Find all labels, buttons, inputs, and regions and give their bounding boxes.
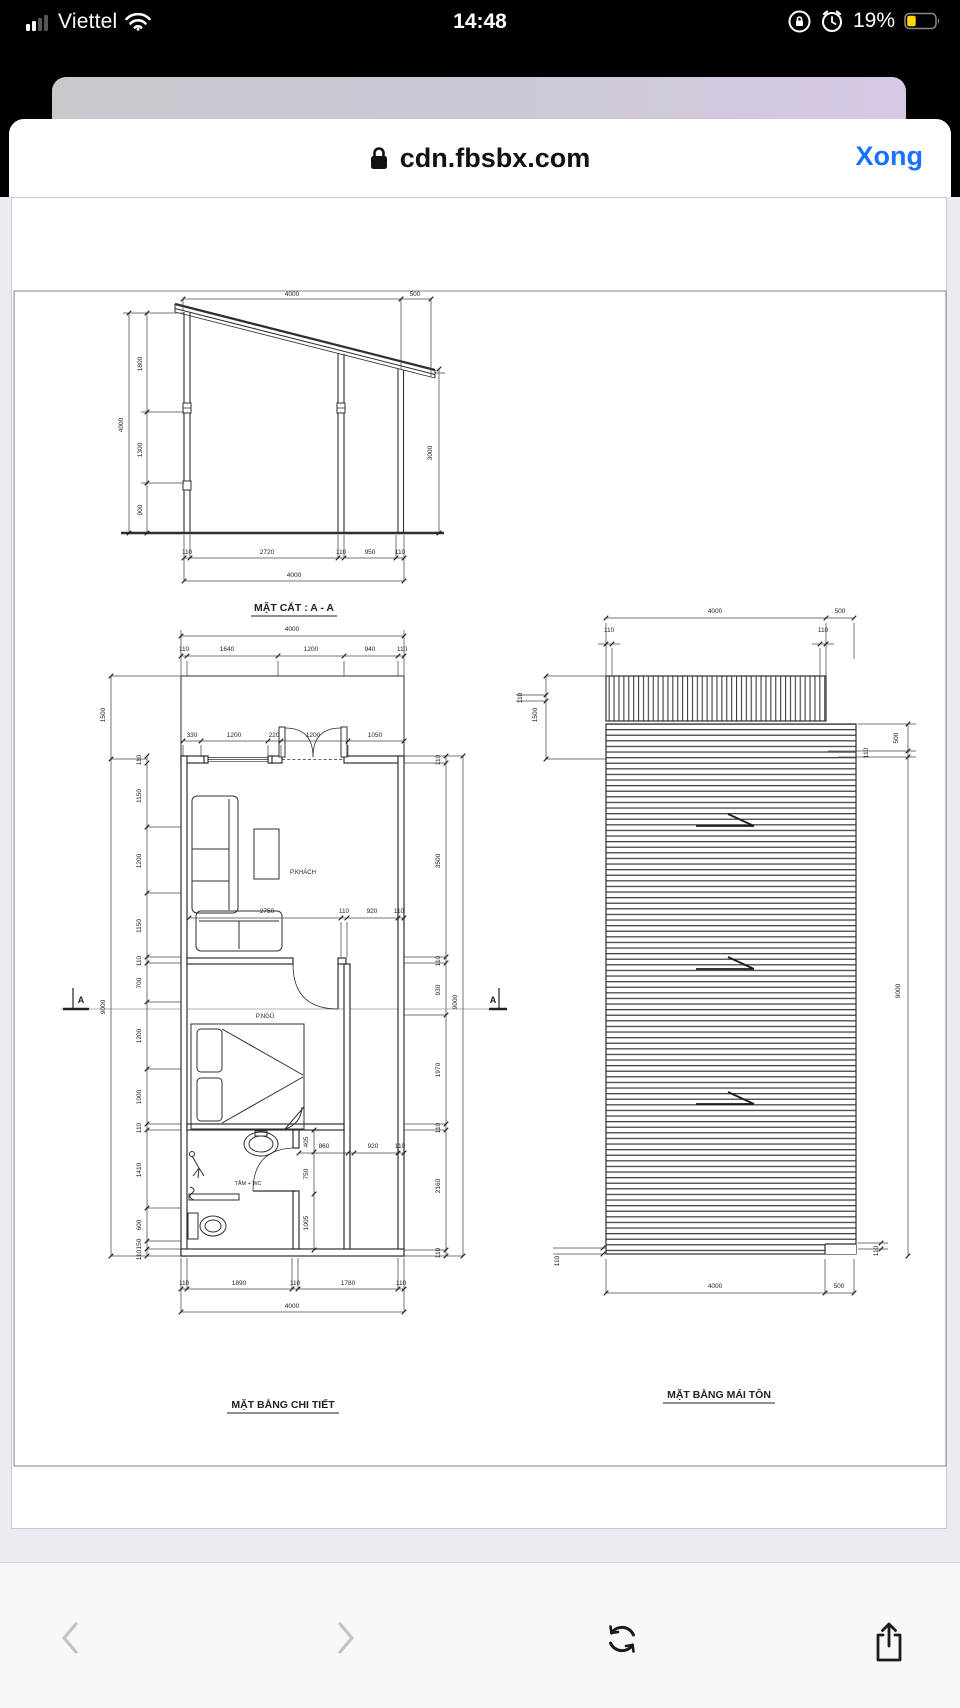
done-button[interactable]: Xong [855,141,923,171]
svg-text:110: 110 [178,646,190,653]
svg-text:4000: 4000 [286,572,302,579]
svg-text:9000: 9000 [895,983,902,999]
svg-text:110: 110 [394,1143,406,1150]
svg-text:1780: 1780 [340,1280,356,1287]
svg-text:900: 900 [137,504,144,516]
svg-text:MẶT BẰNG CHI TIẾT: MẶT BẰNG CHI TIẾT [231,1399,335,1411]
svg-text:110: 110 [873,1245,880,1257]
svg-text:3000: 3000 [427,445,434,461]
furniture [188,796,304,1239]
svg-text:1890: 1890 [231,1280,247,1287]
share-icon [872,1621,906,1663]
chevron-right-icon [336,1621,356,1655]
svg-text:500: 500 [893,732,900,744]
walls [181,756,404,1256]
svg-text:110: 110 [393,908,405,915]
svg-text:1410: 1410 [136,1162,143,1178]
drawing-sheet [11,197,947,1529]
back-button[interactable] [54,1615,86,1664]
battery-icon [904,12,942,30]
svg-text:930: 930 [435,984,442,996]
svg-text:9000: 9000 [100,999,107,1015]
svg-text:2750: 2750 [259,908,275,915]
carrier-label: Viettel [58,10,118,33]
svg-text:110: 110 [338,908,350,915]
svg-text:110: 110 [335,549,347,556]
svg-text:950: 950 [364,549,376,556]
svg-text:4000: 4000 [118,417,125,433]
section-view [121,304,444,533]
svg-text:1200: 1200 [226,732,242,739]
svg-text:1200: 1200 [136,853,143,869]
svg-text:1200: 1200 [305,732,321,739]
svg-text:110: 110 [181,549,193,556]
svg-text:700: 700 [136,977,143,989]
svg-text:110: 110 [178,1280,190,1287]
roof-plan [606,676,856,1254]
padlock-icon [370,146,388,170]
svg-text:1500: 1500 [100,707,107,723]
svg-text:1150: 1150 [136,919,143,933]
svg-text:1800: 1800 [137,356,144,372]
svg-text:1640: 1640 [219,646,235,653]
svg-text:A: A [489,995,497,1005]
svg-text:220: 220 [268,732,280,739]
svg-text:4000: 4000 [284,1303,300,1310]
svg-text:MẶT BẰNG MÁI TÔN: MẶT BẰNG MÁI TÔN [667,1389,771,1401]
svg-text:1200: 1200 [136,1028,143,1044]
svg-text:750: 750 [303,1168,310,1180]
svg-text:920: 920 [366,908,378,915]
svg-text:110: 110 [435,955,442,967]
svg-text:P.NGỦ: P.NGỦ [255,1014,275,1020]
svg-text:1005: 1005 [303,1215,310,1231]
document-viewport[interactable] [0,197,960,1562]
clock: 14:48 [453,10,507,33]
svg-text:110: 110 [554,1255,561,1267]
svg-text:4000: 4000 [707,1283,723,1290]
orientation-lock-icon [788,10,811,33]
svg-text:110: 110 [136,955,143,967]
svg-text:110: 110 [396,646,408,653]
svg-text:500: 500 [409,291,421,298]
battery-percent: 19% [852,9,895,32]
svg-text:1500: 1500 [532,707,539,723]
svg-text:110: 110 [863,747,870,759]
svg-text:MẶT CẮT : A - A: MẶT CẮT : A - A [254,602,334,614]
svg-text:110: 110 [136,1249,143,1261]
svg-text:405: 405 [303,1136,310,1148]
svg-text:2160: 2160 [435,1178,442,1194]
svg-text:110: 110 [817,627,829,634]
alarm-icon [820,9,844,33]
svg-text:3500: 3500 [435,853,442,869]
svg-text:110: 110 [435,1247,442,1259]
svg-text:TẮM + WC: TẮM + WC [234,1181,262,1187]
svg-text:9000: 9000 [452,994,459,1010]
svg-text:110: 110 [517,692,524,704]
svg-text:500: 500 [834,608,846,615]
reload-icon [604,1621,640,1657]
svg-text:1970: 1970 [435,1062,442,1078]
svg-text:1150: 1150 [136,789,143,803]
reload-button[interactable] [598,1615,646,1666]
svg-text:110: 110 [603,627,615,634]
svg-text:1050: 1050 [367,732,383,739]
page-domain: cdn.fbsbx.com [399,142,591,173]
svg-text:600: 600 [136,1219,143,1231]
bottom-toolbar [0,1562,960,1708]
svg-text:P.KHÁCH: P.KHÁCH [290,870,316,876]
svg-text:110: 110 [289,1280,301,1287]
svg-text:150: 150 [136,1238,143,1250]
svg-text:330: 330 [186,732,198,739]
svg-text:1200: 1200 [303,646,319,653]
svg-text:110: 110 [136,754,143,766]
svg-text:500: 500 [833,1283,845,1290]
svg-text:110: 110 [435,754,442,766]
svg-text:110: 110 [394,549,406,556]
svg-text:860: 860 [318,1143,330,1150]
chevron-left-icon [60,1621,80,1655]
svg-text:940: 940 [364,646,376,653]
forward-button[interactable] [330,1615,362,1664]
svg-text:4000: 4000 [707,608,723,615]
svg-text:920: 920 [367,1143,379,1150]
svg-text:110: 110 [395,1280,407,1287]
architectural-drawing [12,198,948,1530]
status-bar [0,0,960,48]
share-button[interactable] [866,1615,912,1672]
svg-text:2720: 2720 [259,549,275,556]
svg-text:1000: 1000 [136,1089,143,1105]
svg-text:110: 110 [435,1122,442,1134]
svg-text:1300: 1300 [137,442,144,458]
safari-preview-header [9,119,951,197]
svg-text:110: 110 [136,1122,143,1134]
svg-text:A: A [77,995,85,1005]
svg-text:4000: 4000 [284,291,300,298]
svg-text:4000: 4000 [284,626,300,633]
